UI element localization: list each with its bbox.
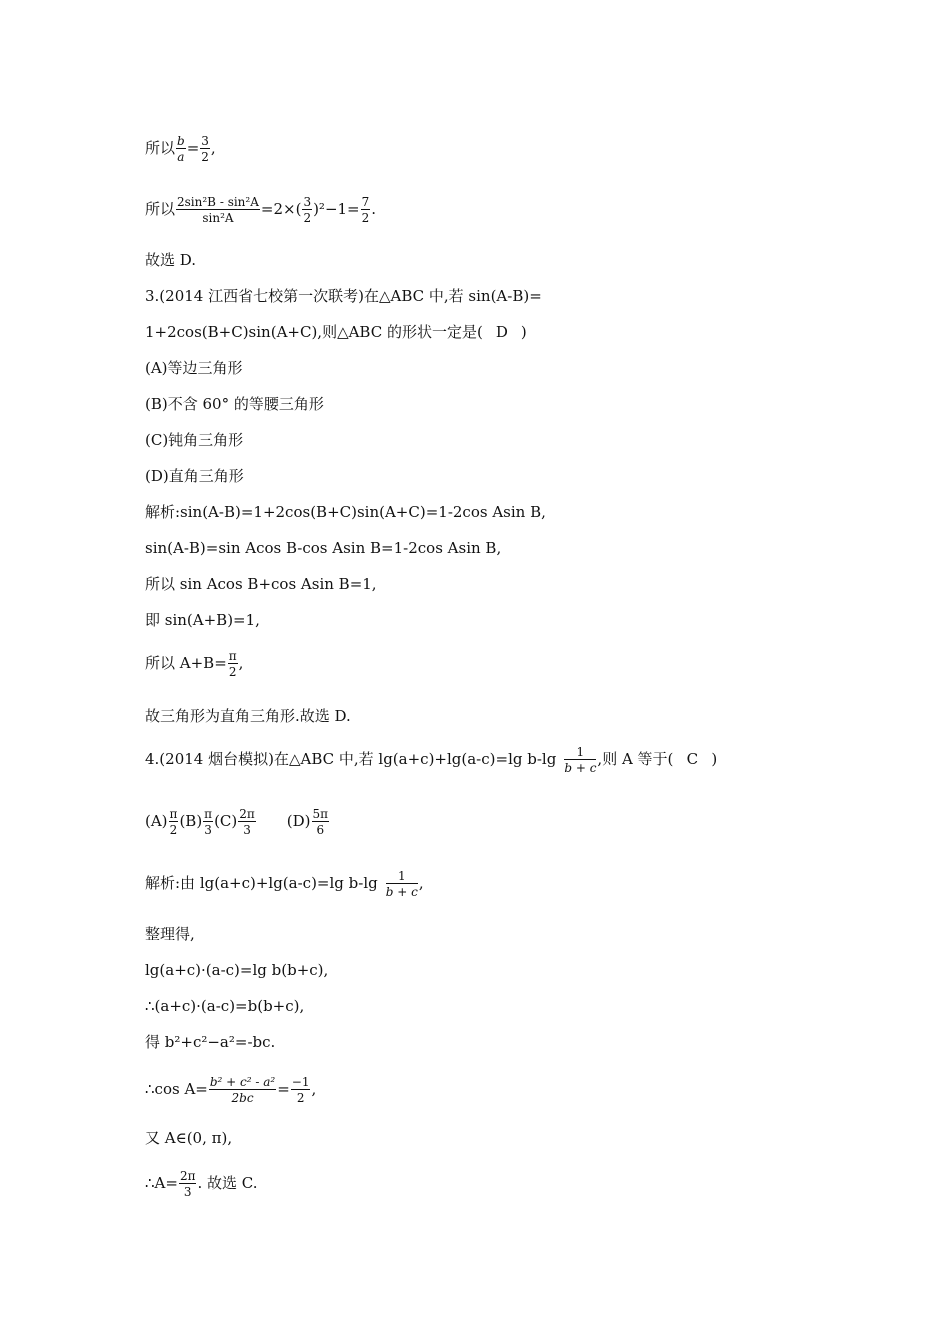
option-d: (D)直角三角形: [145, 467, 244, 485]
fraction-b-over-a: $\frac{b}{a}$: [177, 134, 185, 164]
solution-line: ∴(a+c)·(a-c)=b(b+c),: [145, 997, 305, 1015]
question-4-line: 4.(2014 烟台模拟)在△ABC 中,若 lg(a+c)+lg(a-c)=lg b-lg $\frac{1}{b + c}$ ,则 A 等于( C ): [145, 745, 718, 775]
question-3-line-2: 1+2cos(B+C)sin(A+C),则△ABC 的形状一定是( D ): [145, 323, 527, 341]
option-c: (C)钝角三角形: [145, 431, 244, 449]
fraction-3-over-2: $\frac{3}{2}$: [303, 195, 312, 225]
solution-line: lg(a+c)·(a-c)=lg b(b+c),: [145, 961, 329, 979]
solution-line: sin(A-B)=sin Acos B-cos Asin B=1-2cos Asin B,: [145, 539, 502, 557]
solution-line: 所以 sin Acos B+cos Asin B=1,: [145, 575, 377, 593]
fraction-sin-expression: $\frac{\text{2sin²B - sin²A}}{\text{sin²A}}$: [177, 195, 259, 225]
line-sine-ratio: 所以 $\frac{\text{2sin²B - sin²A}}{\text{sin²A}}$ =2×( $\frac{3}{2}$ )²−1= $\frac{7}{2}$ .: [145, 195, 377, 225]
answer-blank: D: [495, 323, 508, 341]
option-a: (A)等边三角形: [145, 359, 243, 377]
answer-line: 故选 D.: [145, 251, 197, 269]
fraction-1-over-b-plus-c: $\frac{1}{b + c}$: [385, 869, 418, 899]
fraction-2pi-over-3: $\frac{2\pi}{3}$: [179, 1169, 196, 1199]
fraction-2pi-over-3: $\frac{2\pi}{3}$: [239, 807, 255, 837]
fraction-cosine-rule: $\frac{\text{b² + c² - a²}}{2bc}$: [209, 1075, 276, 1105]
solution-line: 得 b²+c²−a²=-bc.: [145, 1033, 276, 1051]
solution-line: 解析:由 lg(a+c)+lg(a-c)=lg b-lg $\frac{1}{b + c}$ ,: [145, 869, 424, 899]
line-ratio: 所以 $\frac{b}{a}$ = $\frac{3}{2}$ ,: [145, 134, 216, 164]
option-b: (B)不含 60° 的等腰三角形: [145, 395, 324, 413]
fraction-pi-over-2: $\frac{\pi}{2}$: [169, 807, 178, 837]
fraction-3-over-2: $\frac{3}{2}$: [201, 134, 209, 164]
solution-line: 所以 A+B= $\frac{\pi}{2}$ ,: [145, 649, 244, 679]
solution-line: 又 A∈(0, π),: [145, 1129, 233, 1147]
solution-line: 整理得,: [145, 925, 195, 943]
final-answer-line: ∴A= $\frac{2\pi}{3}$ . 故选 C.: [145, 1169, 258, 1199]
solution-line: 解析:sin(A-B)=1+2cos(B+C)sin(A+C)=1-2cos Asin B,: [145, 503, 546, 521]
fraction-7-over-2: $\frac{7}{2}$: [361, 195, 370, 225]
fraction-minus-1-over-2: $\frac{-1}{2}$: [291, 1075, 310, 1105]
fraction-pi-over-3: $\frac{\pi}{3}$: [204, 807, 213, 837]
answer-blank: C: [686, 750, 699, 768]
fraction-pi-over-2: $\frac{\pi}{2}$: [228, 649, 237, 679]
question-3-line-1: 3.(2014 江西省七校第一次联考)在△ABC 中,若 sin(A-B)=: [145, 287, 542, 305]
question-4-options: (A) $\frac{\pi}{2}$ (B) $\frac{\pi}{3}$ (C) $\frac{2\pi}{3}$ (D) $\frac{5\pi}{6}$: [145, 807, 329, 837]
cosine-line: ∴cos A= $\frac{\text{b² + c² - a²}}{2bc}$ = $\frac{-1}{2}$ ,: [145, 1075, 317, 1105]
solution-line: 即 sin(A+B)=1,: [145, 611, 260, 629]
fraction-1-over-b-plus-c: $\frac{1}{b + c}$: [564, 745, 597, 775]
conclusion-line: 故三角形为直角三角形.故选 D.: [145, 707, 351, 725]
fraction-5pi-over-6: $\frac{5\pi}{6}$: [312, 807, 329, 837]
